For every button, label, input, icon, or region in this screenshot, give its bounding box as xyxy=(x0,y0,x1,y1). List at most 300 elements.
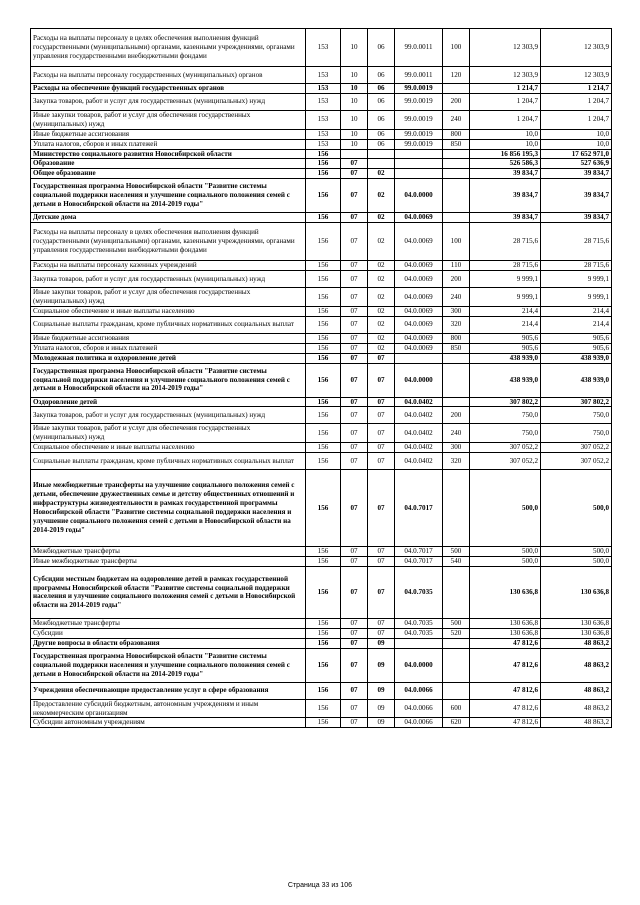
table-row xyxy=(31,648,612,682)
row-subsection-code: 07 xyxy=(368,557,395,567)
row-name: Иные межбюджетные трансферты на улучшение социального положения семей с детьми, обеспечение дружественных семье и детству общественных отношений и инфраструктуры жизнедеятельности в рамках государственной программы Новосибирской области "Развитие системы социальной поддержки населения и улучшение социального положения семей с детьми в Новосибирской области на 2014-2019 годы" xyxy=(31,470,306,547)
row-subsection-code: 09 xyxy=(368,718,395,728)
row-amount-1: 10,0 xyxy=(470,139,541,149)
row-amount-2: 39 834,7 xyxy=(541,179,612,213)
row-target-code: 04.0.0402 xyxy=(395,443,443,453)
row-target-code: 04.0.7017 xyxy=(395,547,443,557)
row-amount-1: 214,4 xyxy=(470,316,541,333)
row-subsection-code: 09 xyxy=(368,682,395,699)
table-row xyxy=(31,169,612,179)
row-expense-type-code: 110 xyxy=(443,261,470,271)
table-row xyxy=(31,67,612,84)
row-expense-type-code: 120 xyxy=(443,67,470,84)
row-amount-2: 9 999,1 xyxy=(541,271,612,288)
table-row xyxy=(31,271,612,288)
row-subsection-code: 02 xyxy=(368,288,395,307)
row-amount-1: 9 999,1 xyxy=(470,271,541,288)
row-section-code: 10 xyxy=(341,84,368,94)
row-amount-1: 1 204,7 xyxy=(470,110,541,129)
row-expense-type-code xyxy=(443,397,470,407)
row-subsection-code: 06 xyxy=(368,67,395,84)
row-subsection-code: 02 xyxy=(368,179,395,213)
row-section-code: 07 xyxy=(341,363,368,397)
row-section-code: 10 xyxy=(341,110,368,129)
table-row xyxy=(31,139,612,149)
row-amount-2: 750,0 xyxy=(541,424,612,443)
table-row xyxy=(31,333,612,343)
row-name: Государственная программа Новосибирской области "Развитие системы социальной поддержки населения и улучшение социального положения семей с детьми в Новосибирской области на 2014-2019 годы" xyxy=(31,179,306,213)
row-amount-1: 130 636,8 xyxy=(470,628,541,638)
row-expense-type-code xyxy=(443,470,470,547)
row-amount-1: 47 812,6 xyxy=(470,699,541,718)
row-subsection-code: 07 xyxy=(368,618,395,628)
row-section-code: 07 xyxy=(341,288,368,307)
row-amount-2: 12 303,9 xyxy=(541,67,612,84)
table-row xyxy=(31,343,612,353)
row-name: Образование xyxy=(31,159,306,169)
row-amount-2: 214,4 xyxy=(541,316,612,333)
row-amount-1: 307 802,2 xyxy=(470,397,541,407)
row-amount-1: 1 214,7 xyxy=(470,84,541,94)
row-subsection-code: 02 xyxy=(368,306,395,316)
row-target-code: 04.0.0066 xyxy=(395,699,443,718)
row-amount-2: 130 636,8 xyxy=(541,618,612,628)
table-row xyxy=(31,397,612,407)
table-row xyxy=(31,29,612,67)
row-ved-code: 156 xyxy=(306,618,341,628)
row-ved-code: 156 xyxy=(306,470,341,547)
row-amount-2: 48 863,2 xyxy=(541,718,612,728)
row-name: Детские дома xyxy=(31,213,306,223)
row-target-code: 04.0.0000 xyxy=(395,648,443,682)
row-amount-1: 130 636,8 xyxy=(470,566,541,618)
row-subsection-code: 02 xyxy=(368,261,395,271)
row-expense-type-code: 320 xyxy=(443,316,470,333)
row-amount-1: 39 834,7 xyxy=(470,179,541,213)
budget-table-body xyxy=(31,29,612,728)
row-ved-code: 156 xyxy=(306,699,341,718)
row-name: Учреждения обеспечивающие предоставление услуг в сфере образования xyxy=(31,682,306,699)
row-amount-1: 10,0 xyxy=(470,129,541,139)
row-expense-type-code: 620 xyxy=(443,718,470,728)
row-section-code: 07 xyxy=(341,397,368,407)
row-amount-2: 10,0 xyxy=(541,139,612,149)
row-amount-2: 750,0 xyxy=(541,407,612,424)
row-expense-type-code: 100 xyxy=(443,223,470,261)
row-amount-2: 214,4 xyxy=(541,306,612,316)
row-target-code: 04.0.7017 xyxy=(395,470,443,547)
row-target-code: 04.0.0069 xyxy=(395,223,443,261)
row-target-code: 04.0.0069 xyxy=(395,306,443,316)
row-amount-2: 1 204,7 xyxy=(541,110,612,129)
row-ved-code: 156 xyxy=(306,638,341,648)
row-subsection-code: 07 xyxy=(368,424,395,443)
row-amount-2: 905,6 xyxy=(541,343,612,353)
row-expense-type-code xyxy=(443,179,470,213)
row-subsection-code: 07 xyxy=(368,407,395,424)
row-amount-1: 47 812,6 xyxy=(470,648,541,682)
row-amount-1: 438 939,0 xyxy=(470,363,541,397)
table-row xyxy=(31,223,612,261)
row-name: Закупка товаров, работ и услуг для государственных (муниципальных) нужд xyxy=(31,271,306,288)
row-target-code: 04.0.7035 xyxy=(395,628,443,638)
table-row xyxy=(31,424,612,443)
row-amount-1: 28 715,6 xyxy=(470,223,541,261)
row-amount-1: 307 052,2 xyxy=(470,443,541,453)
row-section-code: 07 xyxy=(341,557,368,567)
row-amount-2: 438 939,0 xyxy=(541,353,612,363)
row-amount-1: 526 586,3 xyxy=(470,159,541,169)
row-amount-2: 1 214,7 xyxy=(541,84,612,94)
table-row xyxy=(31,213,612,223)
row-target-code xyxy=(395,169,443,179)
row-amount-1: 438 939,0 xyxy=(470,353,541,363)
row-subsection-code xyxy=(368,159,395,169)
row-amount-1: 39 834,7 xyxy=(470,169,541,179)
row-name: Социальное обеспечение и иные выплаты населению xyxy=(31,306,306,316)
row-expense-type-code: 300 xyxy=(443,306,470,316)
row-section-code: 07 xyxy=(341,271,368,288)
row-target-code: 04.0.0069 xyxy=(395,343,443,353)
row-section-code: 10 xyxy=(341,129,368,139)
table-row xyxy=(31,618,612,628)
row-target-code: 99.0.0019 xyxy=(395,139,443,149)
row-target-code: 04.0.0066 xyxy=(395,718,443,728)
row-expense-type-code xyxy=(443,638,470,648)
table-row xyxy=(31,159,612,169)
table-row xyxy=(31,628,612,638)
row-target-code: 04.0.0402 xyxy=(395,453,443,470)
row-name: Субсидии автономным учреждениям xyxy=(31,718,306,728)
row-expense-type-code xyxy=(443,149,470,159)
row-amount-1: 39 834,7 xyxy=(470,213,541,223)
table-row xyxy=(31,306,612,316)
row-subsection-code: 06 xyxy=(368,93,395,110)
row-name: Социальные выплаты гражданам, кроме публичных нормативных социальных выплат xyxy=(31,453,306,470)
row-target-code: 04.0.0000 xyxy=(395,363,443,397)
row-target-code: 04.0.0000 xyxy=(395,179,443,213)
row-amount-2: 12 303,9 xyxy=(541,29,612,67)
row-amount-1: 12 303,9 xyxy=(470,67,541,84)
row-expense-type-code: 520 xyxy=(443,628,470,638)
row-name: Другие вопросы в области образования xyxy=(31,638,306,648)
row-ved-code: 153 xyxy=(306,29,341,67)
row-section-code: 07 xyxy=(341,179,368,213)
table-row xyxy=(31,288,612,307)
row-target-code: 99.0.0019 xyxy=(395,129,443,139)
row-subsection-code xyxy=(368,149,395,159)
row-section-code: 07 xyxy=(341,648,368,682)
row-amount-2: 130 636,8 xyxy=(541,566,612,618)
row-name: Государственная программа Новосибирской области "Развитие системы социальной поддержки населения и улучшение социального положения семей с детьми в Новосибирской области на 2014-2019 годы" xyxy=(31,363,306,397)
row-name: Закупка товаров, работ и услуг для государственных (муниципальных) нужд xyxy=(31,93,306,110)
row-amount-2: 28 715,6 xyxy=(541,261,612,271)
row-section-code: 10 xyxy=(341,67,368,84)
row-target-code: 04.0.0402 xyxy=(395,407,443,424)
row-expense-type-code: 240 xyxy=(443,110,470,129)
row-subsection-code: 02 xyxy=(368,343,395,353)
row-section-code: 07 xyxy=(341,343,368,353)
row-name: Предоставление субсидий бюджетным, автономным учреждениям и иным некоммерческим организациям xyxy=(31,699,306,718)
row-ved-code: 156 xyxy=(306,353,341,363)
row-amount-1: 16 856 195,3 xyxy=(470,149,541,159)
row-name: Уплата налогов, сборов и иных платежей xyxy=(31,139,306,149)
row-expense-type-code: 240 xyxy=(443,424,470,443)
table-row xyxy=(31,470,612,547)
row-expense-type-code xyxy=(443,84,470,94)
row-ved-code: 156 xyxy=(306,566,341,618)
row-section-code: 07 xyxy=(341,682,368,699)
row-expense-type-code xyxy=(443,169,470,179)
row-ved-code: 156 xyxy=(306,288,341,307)
row-target-code: 04.0.7017 xyxy=(395,557,443,567)
row-ved-code: 153 xyxy=(306,67,341,84)
row-expense-type-code xyxy=(443,648,470,682)
row-expense-type-code: 540 xyxy=(443,557,470,567)
row-name: Иные бюджетные ассигнования xyxy=(31,333,306,343)
row-target-code: 04.0.7035 xyxy=(395,618,443,628)
row-name: Расходы на выплаты персоналу в целях обеспечения выполнения функций государственными (муниципальными) органами, казенными учреждениями, органами управления государственными внебюджетными фондами xyxy=(31,223,306,261)
row-section-code: 07 xyxy=(341,261,368,271)
row-expense-type-code: 600 xyxy=(443,699,470,718)
row-subsection-code: 07 xyxy=(368,443,395,453)
table-row xyxy=(31,638,612,648)
row-name: Уплата налогов, сборов и иных платежей xyxy=(31,343,306,353)
row-ved-code: 156 xyxy=(306,306,341,316)
table-row xyxy=(31,353,612,363)
row-target-code: 04.0.0402 xyxy=(395,424,443,443)
row-amount-1: 905,6 xyxy=(470,333,541,343)
row-expense-type-code xyxy=(443,682,470,699)
row-target-code xyxy=(395,353,443,363)
row-amount-2: 500,0 xyxy=(541,470,612,547)
row-ved-code: 156 xyxy=(306,718,341,728)
row-name: Расходы на обеспечение функций государственных органов xyxy=(31,84,306,94)
row-amount-2: 17 652 971,0 xyxy=(541,149,612,159)
row-section-code: 07 xyxy=(341,718,368,728)
row-target-code: 04.0.0069 xyxy=(395,271,443,288)
row-amount-1: 9 999,1 xyxy=(470,288,541,307)
table-row xyxy=(31,557,612,567)
row-expense-type-code: 320 xyxy=(443,453,470,470)
row-expense-type-code: 240 xyxy=(443,288,470,307)
row-expense-type-code xyxy=(443,159,470,169)
row-subsection-code: 07 xyxy=(368,470,395,547)
row-ved-code: 156 xyxy=(306,397,341,407)
row-amount-2: 48 863,2 xyxy=(541,648,612,682)
row-ved-code: 156 xyxy=(306,407,341,424)
row-subsection-code: 02 xyxy=(368,333,395,343)
row-ved-code: 153 xyxy=(306,84,341,94)
row-section-code: 07 xyxy=(341,443,368,453)
row-target-code: 04.0.0069 xyxy=(395,213,443,223)
row-name: Министерство социального развития Новосибирской области xyxy=(31,149,306,159)
row-name: Иные закупки товаров, работ и услуг для обеспечения государственных (муниципальных) нужд xyxy=(31,424,306,443)
row-section-code: 07 xyxy=(341,628,368,638)
row-section-code: 07 xyxy=(341,618,368,628)
table-row xyxy=(31,316,612,333)
row-subsection-code: 06 xyxy=(368,29,395,67)
table-row xyxy=(31,547,612,557)
row-subsection-code: 02 xyxy=(368,316,395,333)
row-target-code: 99.0.0011 xyxy=(395,67,443,84)
table-row xyxy=(31,443,612,453)
row-ved-code: 156 xyxy=(306,557,341,567)
row-target-code: 04.0.0069 xyxy=(395,333,443,343)
row-section-code: 07 xyxy=(341,470,368,547)
row-expense-type-code xyxy=(443,353,470,363)
row-amount-2: 48 863,2 xyxy=(541,699,612,718)
row-ved-code: 156 xyxy=(306,363,341,397)
row-name: Иные закупки товаров, работ и услуг для обеспечения государственных (муниципальных) нужд xyxy=(31,110,306,129)
row-amount-2: 905,6 xyxy=(541,333,612,343)
row-section-code xyxy=(341,149,368,159)
row-ved-code: 156 xyxy=(306,213,341,223)
row-section-code: 07 xyxy=(341,547,368,557)
row-expense-type-code: 200 xyxy=(443,93,470,110)
row-target-code: 04.0.0402 xyxy=(395,397,443,407)
row-ved-code: 156 xyxy=(306,453,341,470)
row-section-code: 07 xyxy=(341,453,368,470)
row-name: Субсидии xyxy=(31,628,306,638)
row-ved-code: 156 xyxy=(306,343,341,353)
row-amount-1: 750,0 xyxy=(470,424,541,443)
row-section-code: 07 xyxy=(341,223,368,261)
row-ved-code: 156 xyxy=(306,316,341,333)
row-subsection-code: 07 xyxy=(368,453,395,470)
row-expense-type-code: 300 xyxy=(443,443,470,453)
row-name: Расходы на выплаты персоналу в целях обеспечения выполнения функций государственными (муниципальными) органами, казенными учреждениями, органами управления государственными внебюджетными фондами xyxy=(31,29,306,67)
row-subsection-code: 02 xyxy=(368,223,395,261)
row-subsection-code: 07 xyxy=(368,363,395,397)
row-section-code: 07 xyxy=(341,316,368,333)
row-amount-1: 750,0 xyxy=(470,407,541,424)
row-ved-code: 156 xyxy=(306,628,341,638)
row-subsection-code: 07 xyxy=(368,566,395,618)
row-section-code: 07 xyxy=(341,353,368,363)
row-ved-code: 156 xyxy=(306,223,341,261)
row-amount-2: 9 999,1 xyxy=(541,288,612,307)
row-name: Иные межбюджетные трансферты xyxy=(31,557,306,567)
row-section-code: 07 xyxy=(341,159,368,169)
row-subsection-code: 06 xyxy=(368,129,395,139)
row-ved-code: 156 xyxy=(306,271,341,288)
row-section-code: 10 xyxy=(341,139,368,149)
row-expense-type-code: 500 xyxy=(443,547,470,557)
row-section-code: 07 xyxy=(341,306,368,316)
row-target-code: 99.0.0011 xyxy=(395,29,443,67)
row-ved-code: 156 xyxy=(306,333,341,343)
row-section-code: 07 xyxy=(341,407,368,424)
row-expense-type-code: 850 xyxy=(443,139,470,149)
row-section-code: 10 xyxy=(341,29,368,67)
row-subsection-code: 09 xyxy=(368,648,395,682)
row-expense-type-code: 800 xyxy=(443,129,470,139)
row-subsection-code: 07 xyxy=(368,547,395,557)
row-subsection-code: 07 xyxy=(368,353,395,363)
row-target-code: 04.0.0066 xyxy=(395,682,443,699)
row-amount-2: 48 863,2 xyxy=(541,682,612,699)
row-ved-code: 156 xyxy=(306,648,341,682)
row-subsection-code: 06 xyxy=(368,139,395,149)
row-amount-1: 307 052,2 xyxy=(470,453,541,470)
row-name: Социальное обеспечение и иные выплаты населению xyxy=(31,443,306,453)
row-subsection-code: 07 xyxy=(368,628,395,638)
row-amount-2: 500,0 xyxy=(541,557,612,567)
row-target-code: 04.0.0069 xyxy=(395,288,443,307)
row-subsection-code: 06 xyxy=(368,84,395,94)
row-target-code: 99.0.0019 xyxy=(395,84,443,94)
row-expense-type-code: 200 xyxy=(443,407,470,424)
budget-table-page xyxy=(30,28,611,728)
row-ved-code: 153 xyxy=(306,139,341,149)
table-row xyxy=(31,261,612,271)
row-name: Иные бюджетные ассигнования xyxy=(31,129,306,139)
row-amount-1: 47 812,6 xyxy=(470,718,541,728)
row-ved-code: 153 xyxy=(306,110,341,129)
row-amount-2: 438 939,0 xyxy=(541,363,612,397)
row-ved-code: 156 xyxy=(306,443,341,453)
row-subsection-code: 02 xyxy=(368,271,395,288)
table-row xyxy=(31,84,612,94)
row-name: Иные закупки товаров, работ и услуг для обеспечения государственных (муниципальных) нужд xyxy=(31,288,306,307)
row-ved-code: 156 xyxy=(306,424,341,443)
row-target-code xyxy=(395,149,443,159)
row-ved-code: 156 xyxy=(306,149,341,159)
row-name: Расходы на выплаты персоналу государственных (муниципальных) органов xyxy=(31,67,306,84)
row-amount-2: 307 052,2 xyxy=(541,443,612,453)
row-subsection-code: 09 xyxy=(368,699,395,718)
table-row xyxy=(31,718,612,728)
row-expense-type-code: 500 xyxy=(443,618,470,628)
row-target-code: 99.0.0019 xyxy=(395,110,443,129)
table-row xyxy=(31,149,612,159)
row-section-code: 07 xyxy=(341,638,368,648)
row-amount-2: 10,0 xyxy=(541,129,612,139)
row-section-code: 07 xyxy=(341,169,368,179)
table-row xyxy=(31,699,612,718)
row-section-code: 07 xyxy=(341,333,368,343)
row-subsection-code: 02 xyxy=(368,213,395,223)
row-expense-type-code xyxy=(443,566,470,618)
row-name: Субсидии местным бюджетам на оздоровление детей в рамках государственной программы Новосибирской области "Развитие системы социальной поддержки населения и улучшение социального положения семей с детьми в Новосибирской области на 2014-2019 годы" xyxy=(31,566,306,618)
row-amount-1: 130 636,8 xyxy=(470,618,541,628)
row-expense-type-code: 800 xyxy=(443,333,470,343)
row-subsection-code: 07 xyxy=(368,397,395,407)
table-row xyxy=(31,129,612,139)
row-ved-code: 156 xyxy=(306,179,341,213)
row-amount-1: 500,0 xyxy=(470,547,541,557)
row-expense-type-code: 200 xyxy=(443,271,470,288)
row-target-code xyxy=(395,638,443,648)
row-amount-2: 130 636,8 xyxy=(541,628,612,638)
row-amount-1: 500,0 xyxy=(470,470,541,547)
row-target-code: 99.0.0019 xyxy=(395,93,443,110)
row-amount-2: 39 834,7 xyxy=(541,169,612,179)
row-ved-code: 153 xyxy=(306,93,341,110)
row-target-code: 04.0.7035 xyxy=(395,566,443,618)
row-target-code xyxy=(395,159,443,169)
row-name: Межбюджетные трансферты xyxy=(31,547,306,557)
table-row xyxy=(31,407,612,424)
row-ved-code: 156 xyxy=(306,261,341,271)
row-ved-code: 156 xyxy=(306,547,341,557)
row-amount-2: 307 802,2 xyxy=(541,397,612,407)
row-amount-2: 28 715,6 xyxy=(541,223,612,261)
row-expense-type-code xyxy=(443,213,470,223)
row-section-code: 07 xyxy=(341,424,368,443)
table-row xyxy=(31,110,612,129)
